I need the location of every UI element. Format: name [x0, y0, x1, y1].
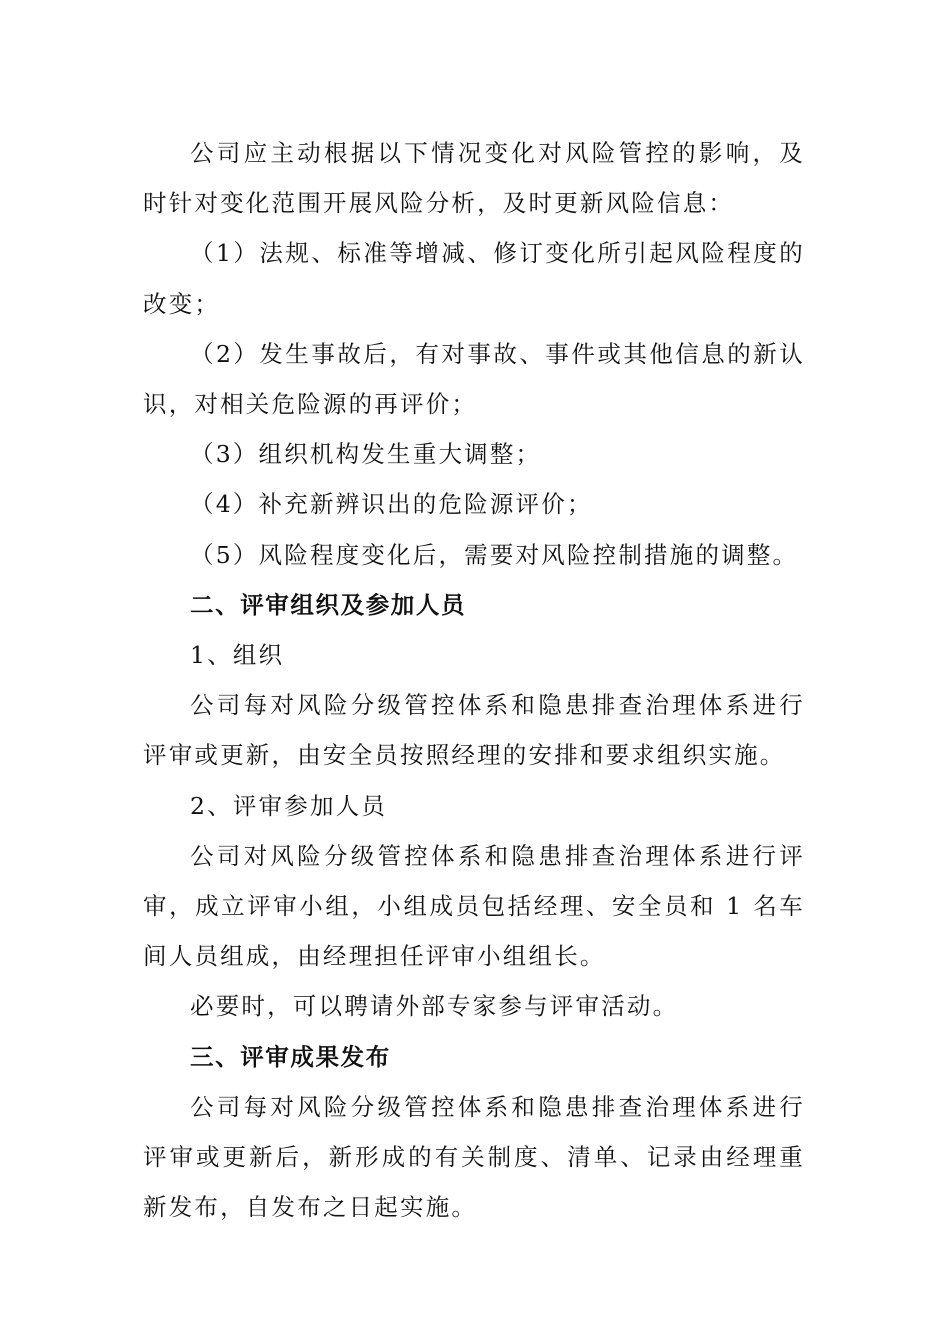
subheading-review-participants: 2、评审参加人员 [190, 791, 388, 820]
paragraph-risk-update-intro: 公司应主动根据以下情况变化对风险管控的影响，及时针对变化范围开展风险分析，及时更新风险信息： [143, 139, 805, 218]
list-item-accident-reassessment: （2）发生事故后，有对事故、事件或其他信息的新认识，对相关危险源的再评价； [143, 339, 805, 419]
paragraph-external-experts: 必要时，可以聘请外部专家参与评审活动。 [190, 992, 679, 1021]
list-item-organization-change: （3）组织机构发生重大调整； [190, 440, 542, 469]
paragraph-review-team: 公司对风险分级管控体系和隐患排查治理体系进行评审，成立评审小组，小组成员包括经理、安全员和 1 名车间人员组成，由经理担任评审小组组长。 [143, 841, 805, 971]
paragraph-organization-body: 公司每对风险分级管控体系和隐患排查治理体系进行评审或更新，由安全员按照经理的安排和要求组织实施。 [143, 691, 805, 770]
paragraph-results-publication: 公司每对风险分级管控体系和隐患排查治理体系进行评审或更新后，新形成的有关制度、清单、记录由经理重新发布，自发布之日起实施。 [143, 1092, 805, 1222]
list-item-risk-level-change: （5）风险程度变化后，需要对风险控制措施的调整。 [190, 540, 799, 569]
list-item-regulation-change: （1）法规、标准等增减、修订变化所引起风险程度的改变； [143, 239, 805, 318]
section-heading-review-organization: 二、评审组织及参加人员 [190, 590, 467, 619]
document-body [143, 128, 805, 1232]
section-heading-review-results: 三、评审成果发布 [190, 1042, 391, 1071]
subheading-organization: 1、组织 [190, 641, 285, 670]
list-item-new-hazard: （4）补充新辨识出的危险源评价； [190, 490, 593, 519]
